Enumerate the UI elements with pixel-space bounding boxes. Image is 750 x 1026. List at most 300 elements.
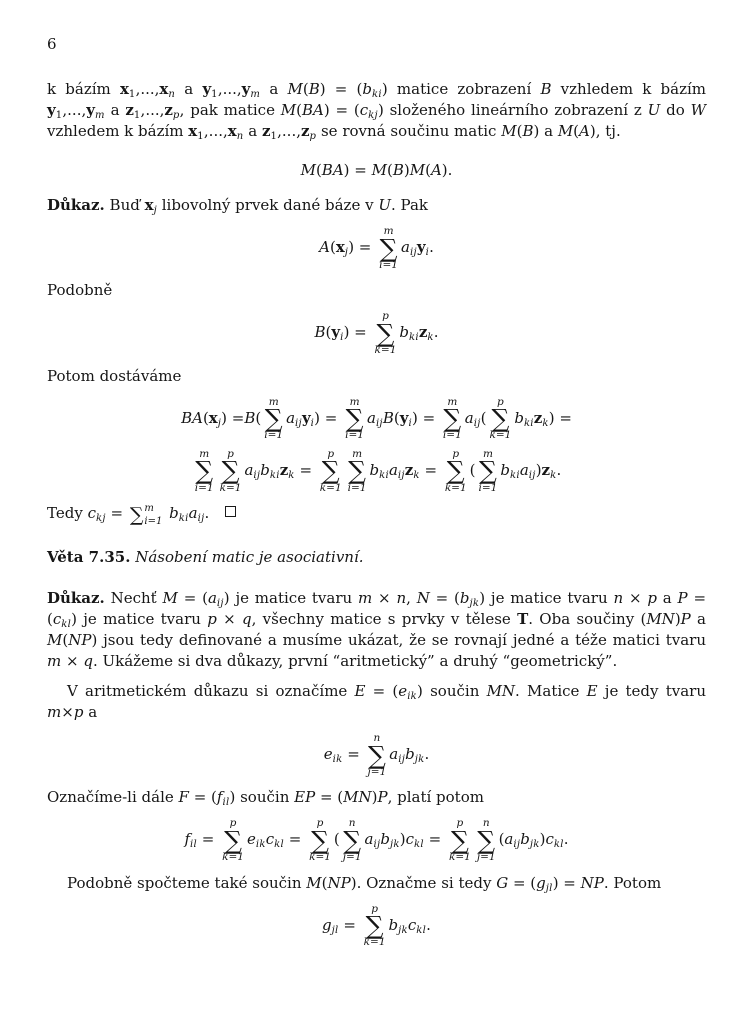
text-run: V aritmetickém důkazu si označíme: [67, 682, 355, 700]
math-subscript: i: [310, 417, 315, 429]
text-run: ) =: [314, 408, 343, 427]
math-variable: f: [184, 830, 190, 849]
text-run: = (: [47, 589, 707, 628]
bold-text: x: [208, 408, 218, 427]
sum-lower-limit: i=1: [379, 258, 398, 271]
text-run: =: [197, 830, 220, 849]
math-variable: c: [359, 101, 369, 119]
math-variable: b: [362, 80, 373, 98]
text-run: = (: [177, 589, 208, 607]
math-variable: a: [286, 408, 296, 427]
text-run: .: [563, 830, 569, 849]
text-line: [47, 547, 706, 568]
math-variable: B: [522, 122, 534, 140]
paragraph: [47, 588, 706, 672]
math-variable: g: [322, 915, 332, 934]
text-run: (: [315, 161, 322, 179]
text-run: ) složeného lineárního zobrazení z: [377, 101, 648, 119]
text-run: ,...,: [140, 101, 165, 119]
text-run: a: [260, 80, 288, 98]
sum-lower-limit: k=1: [219, 481, 242, 494]
bold-text: z: [164, 101, 173, 119]
sum-upper-limit: m: [383, 225, 394, 237]
math-variable: NP: [580, 873, 604, 892]
summation-symbol: [220, 449, 242, 493]
text-run: =: [283, 830, 307, 849]
text-run: = (: [508, 873, 537, 892]
summation-symbol: [479, 449, 498, 493]
math-variable: c: [87, 504, 96, 522]
sigma-glyph: ∑: [311, 825, 329, 855]
text-run: ) =: [348, 238, 377, 257]
text-run: je tedy tvaru: [597, 682, 706, 700]
math-variable: P: [377, 788, 388, 807]
text-run: (: [386, 161, 393, 179]
math-variable: M: [300, 161, 316, 179]
math-variable: p: [73, 703, 84, 721]
text-run: ) =: [343, 161, 372, 179]
text-run: = (: [188, 788, 217, 807]
text-run: =: [338, 915, 361, 934]
sum-upper-limit: m: [349, 395, 360, 408]
text-run: a: [175, 80, 203, 98]
math-variable: B: [314, 323, 326, 342]
bold-text: x: [188, 122, 198, 140]
math-subscript: ki: [269, 469, 280, 481]
sum-upper-limit: p: [227, 447, 234, 460]
math-variable: a: [464, 408, 474, 427]
math-variable: MN: [343, 788, 372, 807]
bold-text: x: [119, 80, 129, 98]
math-subscript: 1: [197, 131, 204, 142]
text-run: ) =: [411, 408, 440, 427]
math-variable: a: [401, 238, 410, 257]
sigma-glyph: ∑: [348, 456, 366, 486]
display-equation: [47, 311, 706, 355]
math-subscript: ij: [398, 754, 406, 766]
bold-text: x: [227, 122, 237, 140]
qed-box: [225, 506, 236, 517]
math-variable: Násobení matic je asociativní.: [135, 548, 364, 566]
text-run: (: [333, 830, 340, 849]
summation-symbol: [320, 449, 342, 493]
math-variable: E: [586, 682, 598, 700]
text-run: ), tj.: [589, 122, 621, 140]
math-subscript: m: [250, 89, 261, 100]
summation-symbol: [309, 818, 331, 862]
text-run: Nechť: [104, 589, 163, 607]
text-run: ). Označme si tedy: [350, 873, 497, 892]
text-run: ): [674, 610, 681, 628]
math-variable: B: [392, 161, 404, 179]
math-variable: e: [398, 682, 408, 700]
text-run: ) je matice tvaru: [479, 589, 614, 607]
script-letter: U: [647, 101, 661, 119]
summation-symbol: [264, 397, 283, 441]
text-run: = (: [365, 682, 399, 700]
math-variable: A: [319, 238, 330, 257]
text-run: ,...,: [135, 80, 160, 98]
summation-symbol: [345, 397, 364, 441]
sigma-glyph: ∑: [264, 404, 283, 433]
text-run: ): [403, 161, 410, 179]
summation-symbol: [348, 449, 367, 493]
sum-upper-limit: n: [482, 817, 490, 830]
math-variable: M: [371, 161, 387, 179]
bold-text: y: [86, 101, 95, 119]
text-run: k bázím: [47, 80, 120, 98]
text-run: ×: [61, 703, 74, 721]
sum-upper-limit: n: [373, 732, 381, 744]
sigma-glyph: ∑: [221, 456, 240, 486]
text-run: ) = (: [319, 80, 363, 98]
text-run: (: [62, 631, 69, 649]
text-run: (: [329, 238, 336, 257]
sigma-glyph: ∑: [345, 404, 364, 433]
summation-symbol: [375, 311, 397, 355]
sum-lower-limit: i=1: [347, 481, 367, 494]
sigma-glyph: ∑: [477, 825, 496, 855]
summation-symbol: [379, 226, 398, 270]
bold-text: z: [261, 122, 271, 140]
paragraph: [47, 195, 706, 216]
summation-symbol: [195, 449, 214, 493]
math-subscript: jk: [414, 754, 425, 766]
math-variable: b: [399, 323, 409, 342]
math-variable: q: [242, 610, 252, 628]
math-variable: a: [244, 460, 254, 479]
math-variable: b: [388, 915, 399, 934]
sum-upper-limit: p: [371, 902, 378, 915]
sigma-glyph: ∑: [321, 456, 340, 486]
math-variable: MN: [486, 682, 516, 700]
math-subscript: ij: [253, 469, 261, 481]
math-variable: F: [178, 788, 189, 807]
bold-text: y: [416, 238, 426, 257]
math-variable: BA: [301, 101, 324, 119]
sum-upper-limit: p: [229, 817, 237, 830]
bold-text: y: [399, 408, 409, 427]
text-run: ) = (: [323, 101, 360, 119]
math-variable: B: [308, 80, 320, 98]
text-run: ) =: [552, 873, 581, 892]
math-variable: a: [388, 460, 398, 479]
sum-lower-limit: k=1: [448, 851, 471, 863]
math-subscript: p: [309, 131, 317, 142]
math-subscript: ij: [528, 469, 536, 481]
math-subscript: ij: [295, 417, 302, 429]
sum-lower-limit: k=1: [319, 481, 342, 494]
text-run: Buď: [104, 196, 145, 214]
text-line: [47, 280, 706, 301]
text-run: vzhledem k bázím: [47, 122, 189, 140]
math-variable: M: [287, 80, 303, 98]
math-variable: e: [246, 830, 256, 849]
math-variable: m: [358, 589, 373, 607]
math-subscript: jk: [398, 924, 408, 936]
text-run: ) je matice tvaru: [71, 610, 208, 628]
math-variable: N: [416, 589, 430, 607]
sum-upper-limit: p: [327, 447, 335, 460]
text-run: ): [399, 830, 406, 849]
bold-text: z: [541, 460, 551, 479]
text-run: =: [423, 830, 446, 849]
bold-text: y: [47, 101, 56, 119]
sum-lower-limit: j=1: [476, 851, 496, 863]
sigma-glyph: ∑: [379, 233, 398, 263]
sum-lower-limit: k=1: [374, 344, 397, 356]
sum-lower-limit: i=1: [345, 429, 364, 442]
math-variable: e: [323, 745, 333, 764]
summation-symbol: [445, 449, 467, 493]
summation-symbol: [364, 904, 386, 948]
text-run: (: [325, 323, 332, 342]
paragraph: [47, 873, 706, 894]
sum-upper-limit: p: [452, 447, 460, 460]
sigma-glyph: ∑: [195, 456, 214, 486]
math-variable: b: [405, 745, 415, 764]
text-run: ): [539, 830, 546, 849]
math-subscript: 1: [133, 110, 141, 121]
math-variable: b: [260, 460, 270, 479]
text-run: Označíme-li dále: [47, 788, 179, 807]
math-subscript: k: [550, 469, 557, 481]
bold-text: z: [125, 101, 134, 119]
math-subscript: kl: [61, 619, 72, 630]
text-run: a: [690, 610, 707, 628]
math-variable: M: [501, 122, 517, 140]
math-variable: a: [519, 460, 529, 479]
sum-lower-limit: i=1: [264, 429, 284, 442]
text-run: ,...,: [203, 122, 228, 140]
math-subscript: i: [340, 332, 344, 344]
math-variable: E: [354, 682, 366, 700]
summation-symbol: [343, 818, 362, 862]
math-variable: P: [680, 610, 691, 628]
math-variable: B: [382, 408, 394, 427]
text-run: (: [498, 830, 505, 849]
math-variable: n: [396, 589, 407, 607]
math-subscript: n: [168, 89, 176, 100]
sum-upper-limit: m: [352, 447, 363, 460]
math-variable: a: [504, 830, 514, 849]
summation-symbol: [222, 818, 244, 862]
sigma-glyph: ∑: [343, 825, 362, 855]
display-equation: [47, 904, 706, 948]
text-run: Potom dostáváme: [47, 366, 182, 385]
text-run: . Matice: [515, 682, 587, 700]
math-variable: M: [162, 589, 178, 607]
script-letter: W: [690, 101, 706, 119]
inline-summation: [130, 504, 163, 527]
math-variable: NP: [68, 631, 92, 649]
math-subscript: 1: [211, 89, 218, 100]
summation-symbol: [443, 397, 462, 441]
math-variable: BA: [181, 408, 203, 427]
math-variable: B: [540, 80, 552, 98]
sigma-glyph: ∑: [367, 740, 386, 770]
sum-upper-limit: m: [447, 395, 458, 408]
math-subscript: il: [190, 839, 197, 851]
text-line: [47, 787, 706, 808]
bold-text: x: [335, 238, 345, 257]
text-run: . Ukážeme si dva důkazy, první “aritmetický” a druhý “geometrický”.: [92, 652, 618, 670]
math-subscript: k: [427, 332, 434, 344]
math-subscript: kj: [95, 513, 106, 524]
text-run: ×: [623, 589, 648, 607]
text-run: ).: [441, 161, 453, 179]
math-variable: m: [47, 703, 62, 721]
math-subscript: j: [344, 247, 349, 259]
text-run: ): [371, 788, 378, 807]
sigma-glyph: ∑: [450, 825, 469, 855]
math-subscript: 1: [55, 110, 63, 121]
sum-upper-limit: p: [382, 310, 389, 323]
math-variable: b: [169, 504, 179, 522]
math-variable: A: [579, 122, 590, 140]
script-letter: U: [378, 196, 391, 214]
math-subscript: ij: [375, 417, 383, 429]
math-variable: M: [47, 631, 63, 649]
math-variable: p: [207, 610, 217, 628]
sigma-glyph: ∑: [376, 318, 395, 348]
sum-lower-limit: j=1: [367, 765, 387, 778]
sum-lower-limit: i=1: [442, 429, 462, 442]
math-subscript: n: [236, 131, 244, 142]
math-subscript: ij: [409, 247, 417, 259]
display-equation: [47, 733, 706, 777]
bold-text: z: [418, 323, 428, 342]
text-run: libovolný prvek dané báze v: [156, 196, 379, 214]
text-run: (: [393, 408, 400, 427]
bold-text: Důkaz.: [47, 589, 105, 607]
text-run: =: [419, 460, 442, 479]
text-run: (: [480, 408, 487, 427]
text-run: ,...,: [217, 80, 242, 98]
math-subscript: ki: [178, 513, 189, 524]
sum-upper-limit: m: [482, 447, 493, 460]
sum-side-limits: [144, 504, 162, 527]
math-variable: c: [405, 830, 415, 849]
math-variable: B: [244, 408, 256, 427]
text-run: (: [296, 101, 302, 119]
text-line: [47, 366, 706, 387]
bold-text: x: [159, 80, 169, 98]
text-run: ): [535, 460, 542, 479]
text-run: a: [656, 589, 678, 607]
text-run: ,...,: [62, 101, 87, 119]
text-run: =: [105, 504, 128, 522]
text-run: Podobně spočteme také součin: [67, 873, 307, 892]
text-run: Podobně: [47, 281, 113, 300]
sum-upper-limit: m: [199, 447, 210, 460]
math-variable: b: [514, 408, 524, 427]
summation-symbol: [449, 818, 471, 862]
text-run: ,: [406, 589, 417, 607]
math-variable: M: [409, 161, 426, 179]
math-subscript: ij: [473, 417, 481, 429]
text-run: ) je matice tvaru: [223, 589, 358, 607]
text-run: (: [255, 408, 262, 427]
math-variable: a: [207, 589, 217, 607]
display-equation: [47, 160, 706, 181]
math-variable: A: [430, 161, 442, 179]
math-variable: p: [647, 589, 657, 607]
text-run: . Oba součiny (: [528, 610, 647, 628]
math-subscript: j: [153, 205, 157, 216]
bold-text: Věta 7.35.: [47, 548, 131, 566]
math-variable: f: [216, 788, 223, 807]
sum-upper-limit: m: [268, 395, 279, 408]
math-variable: b: [520, 830, 530, 849]
math-subscript: ki: [379, 469, 389, 481]
math-variable: g: [536, 873, 546, 892]
sum-lower-limit: k=1: [363, 936, 386, 949]
sigma-glyph: ∑: [446, 456, 465, 486]
math-subscript: i: [408, 417, 412, 429]
math-variable: MN: [646, 610, 675, 628]
text-run: =: [294, 460, 317, 479]
text-run: ×: [61, 652, 84, 670]
text-run: ) =: [221, 408, 245, 427]
text-run: ) matice zobrazení: [381, 80, 541, 98]
math-variable: b: [500, 460, 510, 479]
text-run: Tedy: [47, 504, 88, 522]
display-equation: [47, 226, 706, 270]
math-variable: EP: [294, 788, 316, 807]
bold-text: y: [202, 80, 212, 98]
sum-lower-limit: i=1: [144, 516, 163, 527]
math-subscript: j: [217, 417, 222, 429]
math-subscript: ki: [509, 469, 520, 481]
text-run: ,...,: [277, 122, 301, 140]
bold-text: x: [144, 196, 154, 214]
math-variable: M: [557, 122, 574, 140]
math-subscript: ki: [372, 89, 382, 100]
text-run: (: [302, 80, 309, 98]
math-variable: a: [389, 745, 399, 764]
display-equation: [47, 449, 706, 493]
math-variable: a: [188, 504, 198, 522]
text-run: vzhledem k bázím: [551, 80, 707, 98]
math-variable: BA: [321, 161, 344, 179]
math-variable: b: [369, 460, 380, 479]
text-run: ) =: [548, 408, 572, 427]
math-variable: M: [306, 873, 322, 892]
sum-upper-limit: p: [456, 817, 464, 830]
math-subscript: il: [222, 797, 230, 809]
sum-lower-limit: i=1: [478, 481, 498, 494]
math-subscript: ij: [513, 839, 521, 851]
sigma-glyph: ∑: [479, 456, 497, 486]
sum-lower-limit: k=1: [309, 851, 331, 863]
math-subscript: 1: [128, 89, 136, 100]
text-run: (: [321, 873, 328, 892]
sigma-glyph: ∑: [365, 911, 384, 940]
text-run: a: [243, 122, 262, 140]
text-run: (: [425, 161, 431, 179]
text-run: ×: [372, 589, 397, 607]
bold-text: Důkaz.: [47, 196, 105, 214]
text-run: ) jsou tedy definované a musíme ukázat, že se rovnají jedné a téže matici tvaru: [91, 631, 706, 649]
math-variable: b: [380, 830, 390, 849]
page-number: 6: [47, 35, 57, 53]
math-variable: NP: [327, 873, 351, 892]
paragraph: [47, 681, 706, 723]
text-run: ) =: [343, 323, 372, 342]
display-equation: [47, 397, 706, 441]
math-subscript: k: [542, 417, 549, 429]
